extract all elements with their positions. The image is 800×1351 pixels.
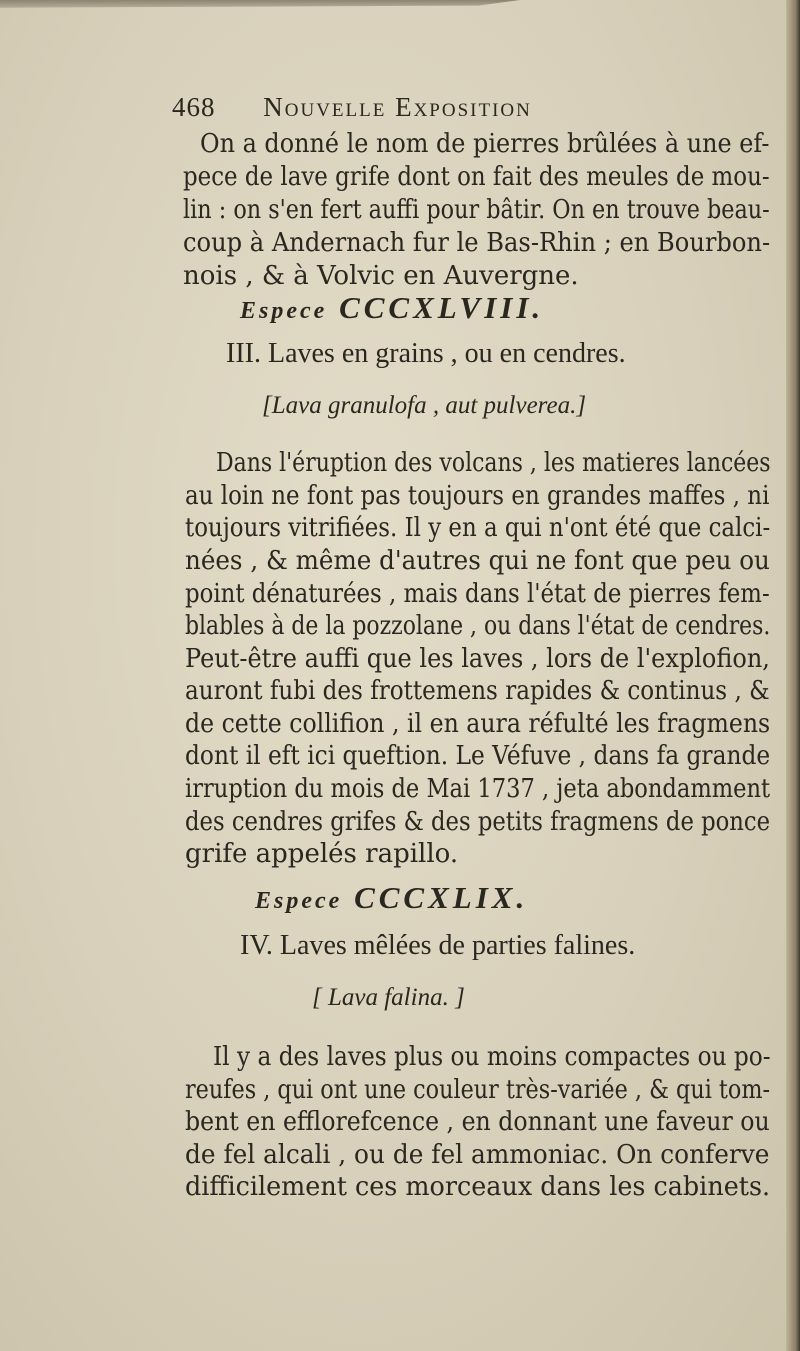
text-line: toujours vitrifiées. Il y en a qui n'ont été que calci-: [185, 513, 771, 543]
heading-number: CCCXLVIII.: [339, 290, 545, 325]
latin-name: [Lava granulofa , aut pulverea.]: [262, 392, 587, 419]
text-line: dont il eft ici queftion. Le Véfuve , dans fa grande: [185, 741, 771, 771]
text-line: grife appelés rapillo.: [185, 839, 459, 869]
text-line: irruption du mois de Mai 1737 , jeta abondamment: [185, 774, 771, 804]
text-line: Il y a des laves plus ou moins compactes ou po-: [213, 1042, 771, 1072]
text-line: blables à de la pozzolane , ou dans l'état de cendres.: [185, 611, 771, 641]
heading-word: Espece: [240, 298, 328, 324]
text-line: de cette collifion , il en aura réfulté les fragmens: [185, 709, 771, 739]
running-title: Nouvelle Exposition: [263, 92, 532, 122]
text-line: coup à Andernach fur le Bas-Rhin ; en Bourbon-: [183, 228, 771, 258]
section-heading: [255, 880, 528, 916]
section-subtitle: IV. Laves mêlées de parties falines.: [240, 930, 636, 961]
page-binding-edge: [786, 0, 800, 1351]
text-line: au loin ne font pas toujours en grandes maffes , ni: [185, 481, 770, 511]
text-line: des cendres grifes & des petits fragmens de ponce: [185, 807, 771, 837]
text-line: nées , & même d'autres qui ne font que peu ou: [185, 546, 770, 576]
text-line: Dans l'éruption des volcans , les matieres lancées: [216, 448, 771, 478]
heading-word: Espece: [255, 888, 343, 914]
text-line: de fel alcali , ou de fel ammoniac. On conferve: [185, 1140, 770, 1170]
section-heading: [240, 290, 544, 326]
text-line: bent en efflorefcence , en donnant une faveur ou: [185, 1107, 770, 1137]
text-line: reufes , qui ont une couleur très-variée , & qui tom-: [185, 1075, 771, 1105]
text-line: nois , & à Volvic en Auvergne.: [183, 261, 579, 291]
page-number: 468: [172, 92, 216, 122]
running-header: [172, 92, 532, 123]
heading-number: CCCXLIX.: [354, 880, 529, 915]
section-subtitle: III. Laves en grains , ou en cendres.: [226, 338, 626, 369]
text-line: pece de lave grife dont on fait des meules de mou-: [183, 162, 770, 192]
text-line: lin : on s'en fert auffi pour bâtir. On en trouve beau-: [183, 195, 770, 225]
text-line: difficilement ces morceaux dans les cabinets.: [185, 1172, 771, 1202]
text-line: point dénaturées , mais dans l'état de pierres fem-: [185, 579, 770, 609]
latin-name: [ Lava falina. ]: [312, 984, 465, 1011]
text-line: On a donné le nom de pierres brûlées à une ef-: [200, 129, 770, 159]
text-line: auront fubi des frottemens rapides & continus , &: [185, 676, 770, 706]
text-line: Peut-être auffi que les laves , lors de l'explofion,: [185, 644, 770, 674]
